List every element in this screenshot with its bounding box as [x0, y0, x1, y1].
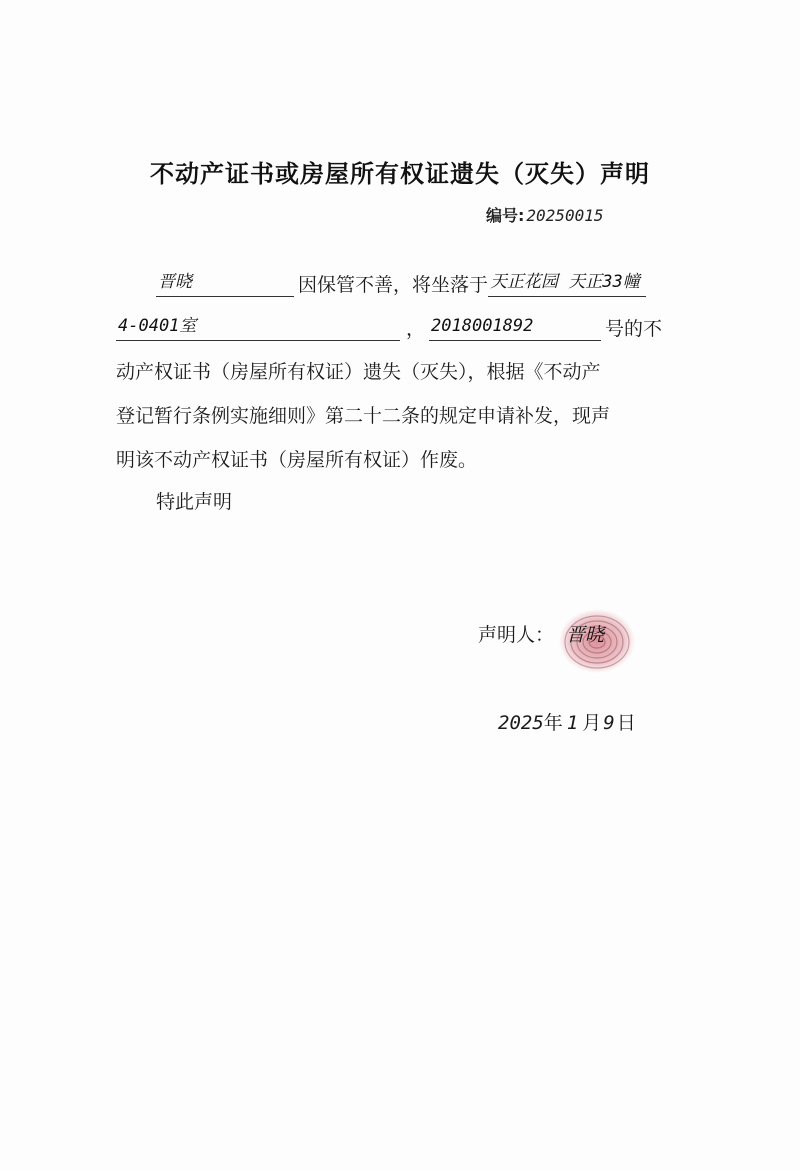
declaration-date — [498, 708, 636, 735]
document-number-label: 编号: — [486, 206, 525, 225]
date-month-unit: 月 — [582, 712, 602, 734]
document-number-value: 20250015 — [526, 206, 604, 225]
body-text-2: 号的不 — [605, 318, 663, 340]
body-line-5: 明该不动产权证书（房屋所有权证）作废。 — [116, 449, 478, 471]
date-day: 9 — [603, 712, 615, 734]
date-year: 2025 — [498, 712, 544, 734]
body-line-3: 动产权证书（房屋所有权证）遗失（灭失），根据《不动产 — [116, 361, 601, 383]
location-fill-1: 天正花园 天正33幢 — [488, 272, 646, 297]
closing-statement: 特此声明 — [156, 491, 233, 513]
certificate-number-fill: 2018001892 — [429, 316, 601, 341]
comma: ， — [406, 318, 426, 340]
declarant-signature: 晋晓 — [566, 624, 605, 646]
document-title: 不动产证书或房屋所有权证遗失（灭失）声明 — [150, 160, 650, 188]
declarant-name-fill: 晋晓 — [156, 272, 294, 297]
body-line-2 — [116, 316, 662, 341]
date-month: 1 — [566, 712, 579, 734]
body-text-1: 因保管不善，将坐落于 — [298, 274, 489, 296]
body-line-4: 登记暂行条例实施细则》第二十二条的规定申请补发，现声 — [116, 405, 611, 427]
location-fill-2: 4-0401室 — [116, 316, 400, 341]
document-number — [486, 203, 603, 226]
declarant-label: 声明人： — [478, 624, 555, 646]
date-year-unit: 年 — [543, 712, 563, 734]
body-line-1 — [156, 272, 646, 297]
date-day-unit: 日 — [616, 712, 636, 734]
